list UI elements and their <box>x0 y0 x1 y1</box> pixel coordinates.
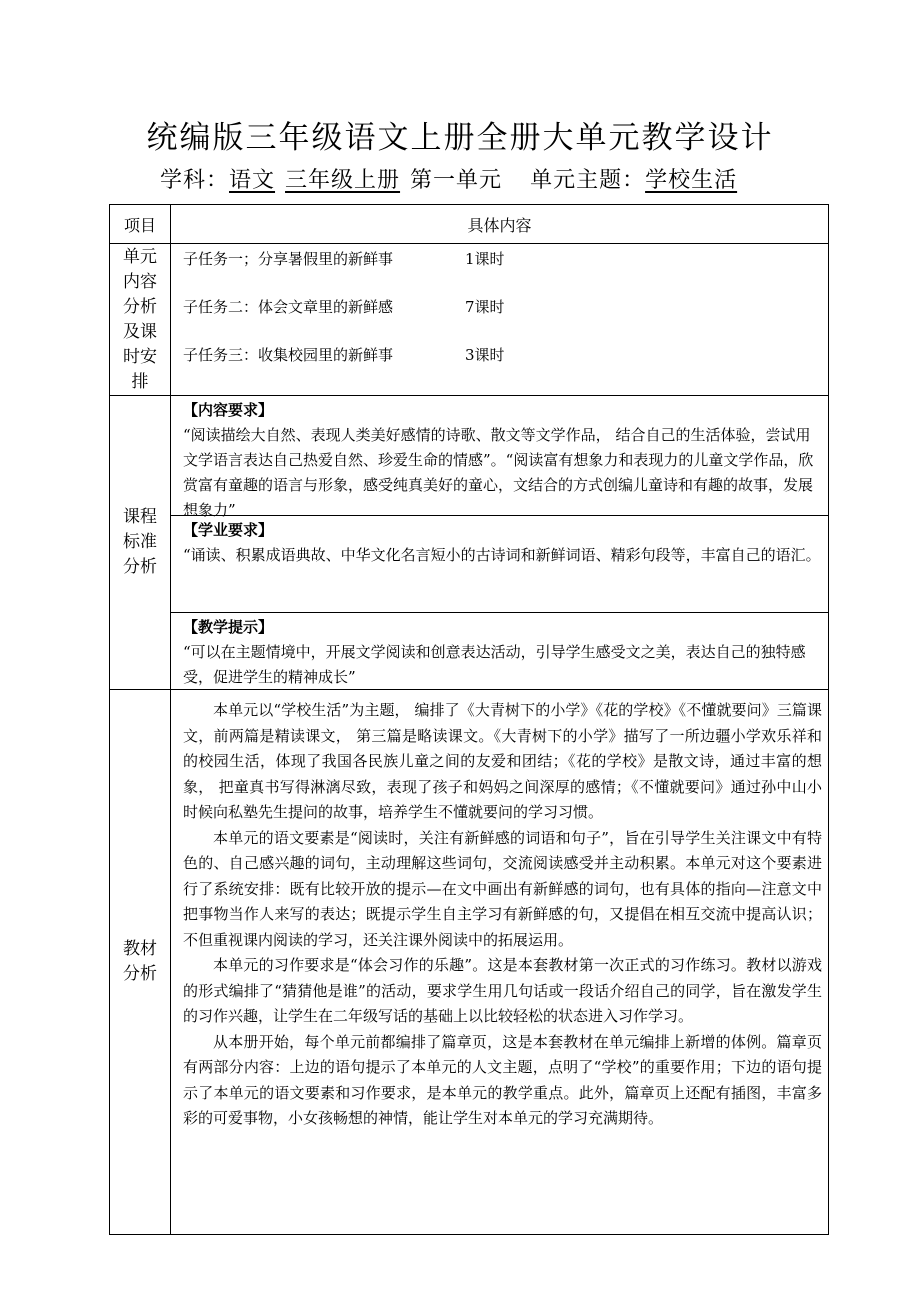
subtask-item: 子任务二：体会文章里的新鲜感 7课时 <box>183 298 505 316</box>
analysis-paragraph: 本单元的语文要素是“阅读时，关注有新鲜感的词语和句子”，旨在引导学生关注课文中有特色的、自己感兴趣的词句，主动理解这些词句，交流阅读感受并主动积累。本单元对这个要素进行了系统安排：既有比较开放的提示—在文中画出有新鲜感的词句，也有具体的指向—注意文中把事物当作人来写的表达；既提示学生自主学习有新鲜感的句，又提倡在相互交流中提高认识；不但重视课内阅读的学习，还关注课外阅读中的拓展运用。 <box>183 828 822 949</box>
document-subtitle <box>160 163 737 194</box>
analysis-paragraph: 从本册开始，每个单元前都编排了篇章页，这是本套教材在单元编排上新增的体例。篇章页有两部分内容：上边的语句提示了本单元的人文主题，点明了“学校”的重要作用；下边的语句提示了本单元的语文要素和习作要求，是本单元的教学重点。此外，篇章页上还配有插图，丰富多彩的可爱事物，小女孩畅想的神情，能让学生对本单元的学习充满期待。 <box>183 1032 822 1127</box>
lesson-design-table <box>109 204 829 1235</box>
textbook-analysis-content <box>171 690 829 1235</box>
theme-value: 学校生活 <box>645 168 738 193</box>
curriculum-standards-content <box>171 396 829 690</box>
analysis-paragraph: 本单元以“学校生活”为主题， 编排了《大青树下的小学》《花的学校》《不懂就要问》三篇课文，前两篇是精读课文， 第三篇是略读课文。《大青树下的小学》描写了一所边疆小学欢乐祥和的校园生活，体现了我国各民族儿童之间的友爱和团结；《花的学校》是散文诗，通过丰富的想象， 把童真书写得淋漓尽致，表现了孩子和妈妈之间深厚的感情；《不懂就要问》通过孙中山小时候向私塾先生提问的故事，培养学生不懂就要问的学习习惯。 <box>183 701 822 821</box>
table-header-row <box>110 205 829 244</box>
subtask-item: 子任务三：收集校园里的新鲜事 3课时 <box>183 346 505 364</box>
document-title: 统编版三年级语文上册全册大单元教学设计 <box>146 120 774 156</box>
subject-label: 学科： <box>160 168 230 193</box>
curriculum-standards-label: 课程标准分析 <box>110 396 171 690</box>
subtask-list <box>171 244 829 396</box>
grade-value: 三年级上册 <box>285 168 401 193</box>
content-requirements-section <box>171 396 828 519</box>
header-content: 具体内容 <box>171 205 829 244</box>
subtask-item: 子任务一；分享暑假里的新鲜事 1课时 <box>183 250 505 268</box>
section-text: “诵读、积累成语典故、中华文化名言短小的古诗词和新鲜词语、精彩句段等，丰富自己的语汇。 <box>183 546 821 564</box>
textbook-analysis-row <box>110 690 829 1235</box>
subject-value: 语文 <box>229 168 276 193</box>
analysis-paragraph: 本单元的习作要求是“体会习作的乐趣”。这是本套教材第一次正式的习作练习。教材以游戏的形式编排了“猜猜他是谁”的活动，要求学生用几句话或一段话介绍自己的同学，旨在激发学生的习作兴趣，让学生在二年级写话的基础上以比较轻松的状态进入习作学习。 <box>183 956 822 1025</box>
section-heading: 【内容要求】 <box>183 401 274 419</box>
section-text: “阅读描绘大自然、表现人类美好感情的诗歌、散文等文学作品， 结合自己的生活体验，尝试用文学语言表达自己热爱自然、珍爱生命的情感”。“阅读富有想象力和表现力的儿童文学作品，欣赏富有童趣的语言与形象，感受纯真美好的童心，文结合的方式创编儿童诗和有趣的故事，发展想象力” <box>183 426 814 519</box>
textbook-analysis-label: 教材分析 <box>110 690 171 1235</box>
section-text: “可以在主题情境中，开展文学阅读和创意表达活动，引导学生感受文之美，表达自己的独特感受，促进学生的精神成长” <box>183 643 806 686</box>
curriculum-standards-row <box>110 396 829 690</box>
academic-requirements-section <box>171 516 828 613</box>
unit-arrangement-label: 单元内容分析及课时安排 <box>110 244 171 396</box>
unit-arrangement-row <box>110 244 829 396</box>
teaching-tips-section <box>171 613 828 689</box>
section-heading: 【学业要求】 <box>183 521 274 539</box>
section-heading: 【教学提示】 <box>183 618 274 636</box>
unit-value: 第一单元 <box>410 168 503 193</box>
header-item: 项目 <box>110 205 171 244</box>
theme-label: 单元主题： <box>530 168 646 193</box>
